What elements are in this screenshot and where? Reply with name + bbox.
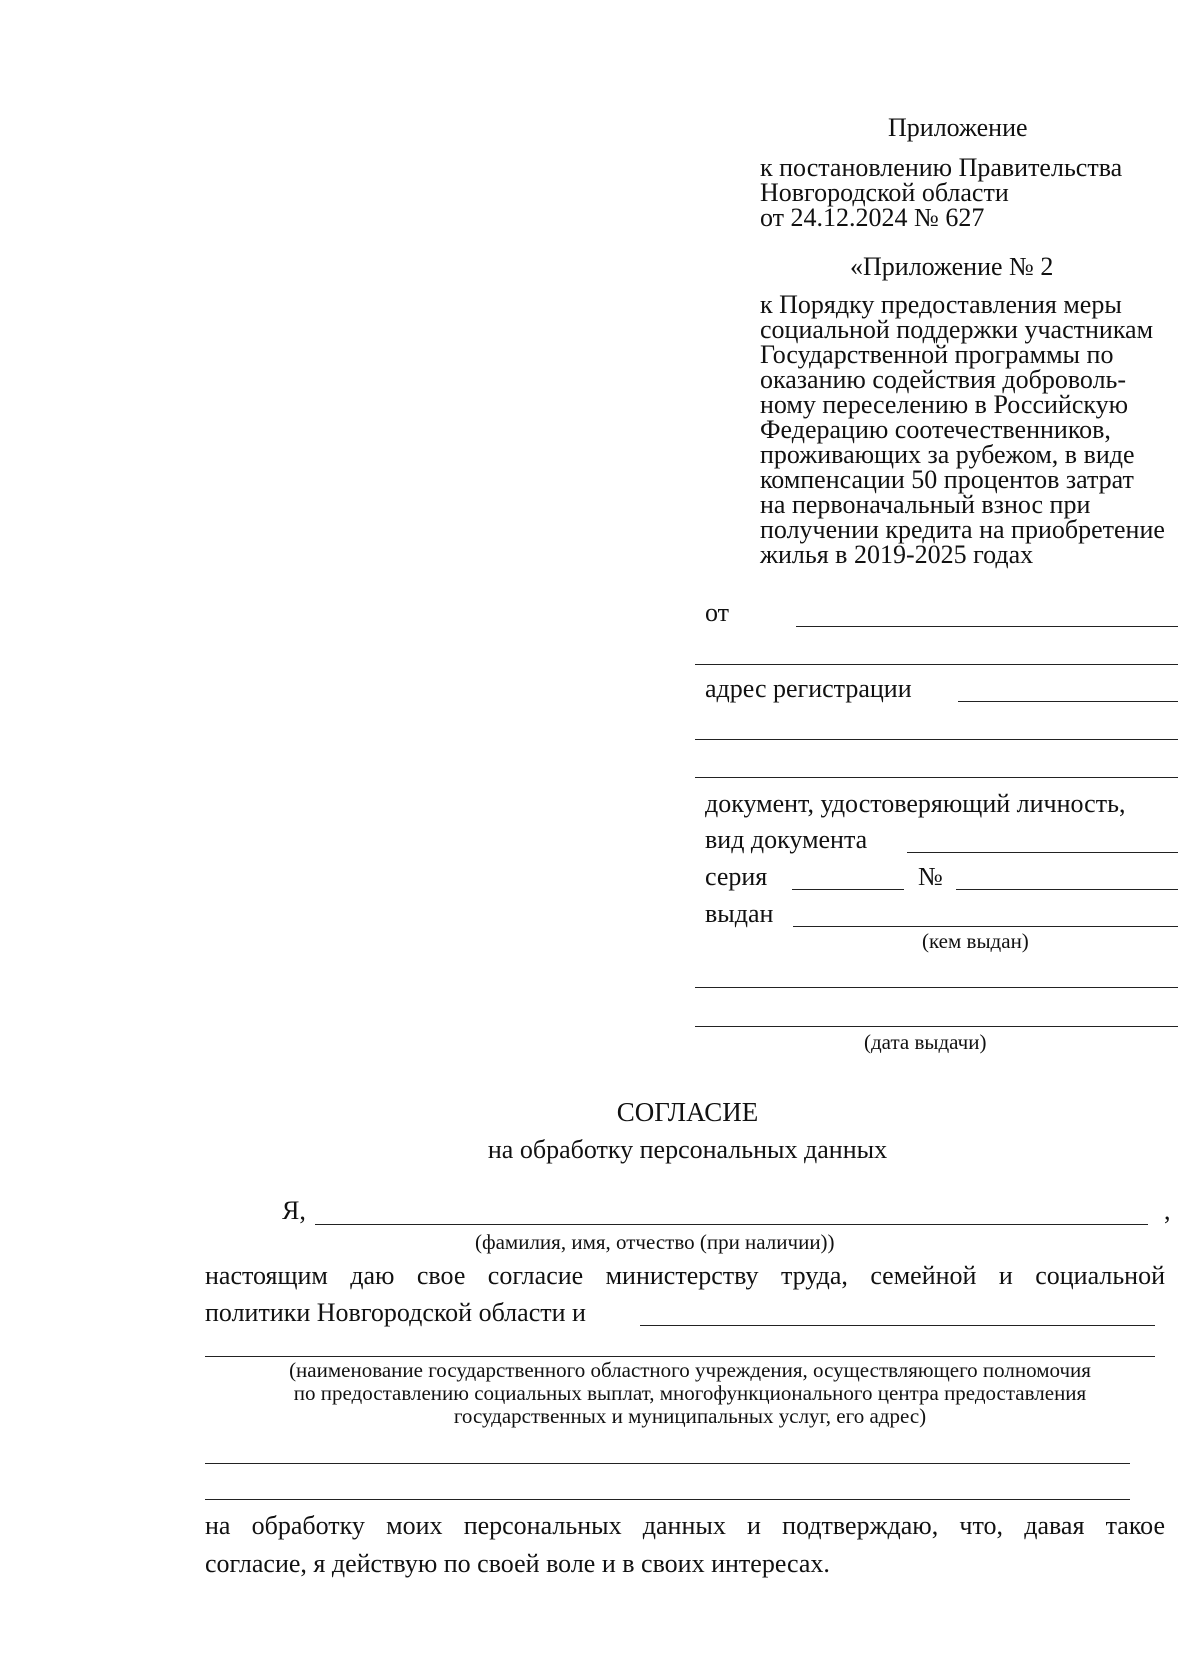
fio-comma: ,: [1164, 1196, 1171, 1225]
organization-field-line4[interactable]: [205, 1499, 1130, 1500]
appendix2-line: ному переселению в Российскую: [760, 390, 1129, 419]
appendix2-line: к Порядку предоставления меры: [760, 290, 1122, 319]
organization-hint: [190, 1359, 1190, 1428]
appendix2-line: социальной поддержки участникам: [760, 315, 1154, 344]
number-label: №: [918, 862, 943, 891]
doc-type-field[interactable]: [907, 852, 1178, 853]
issued-by-field-line2[interactable]: [695, 987, 1178, 988]
organization-field-line2[interactable]: [205, 1356, 1155, 1357]
address-field-line3[interactable]: [695, 777, 1178, 778]
appendix-resolution: к постановлению Правительства: [760, 153, 1123, 182]
organization-field[interactable]: [640, 1325, 1155, 1326]
consent-final-line1: на обработку моих персональных данных и подтверждаю, что, давая такое: [205, 1511, 1165, 1540]
consent-final-line2: согласие, я действую по своей воле и в своих интересах.: [205, 1549, 830, 1578]
appendix2-line: оказанию содействия доброволь-: [760, 365, 1127, 394]
appendix-region: Новгородской области: [760, 178, 1009, 207]
appendix2-line: проживающих за рубежом, в виде: [760, 440, 1135, 469]
appendix-date-number: от 24.12.2024 № 627: [760, 203, 985, 232]
series-label: серия: [705, 862, 768, 891]
organization-hint-line: государственных и муниципальных услуг, его адрес): [453, 1404, 927, 1428]
issued-by-hint: (кем выдан): [922, 929, 1029, 953]
address-field[interactable]: [958, 701, 1178, 702]
from-field[interactable]: [796, 626, 1178, 627]
appendix2-title: «Приложение № 2: [850, 252, 1054, 281]
fio-hint: (фамилия, имя, отчество (при наличии)): [475, 1230, 835, 1254]
consent-body-line1: настоящим даю свое согласие министерству труда, семейной и социальной: [205, 1261, 1165, 1290]
issue-date-hint: (дата выдачи): [864, 1030, 987, 1054]
organization-hint-line: (наименование государственного областного учреждения, осуществляющего полномочия: [289, 1358, 1091, 1382]
appendix2-line: получении кредита на приобретение: [760, 515, 1165, 544]
from-field-line2[interactable]: [695, 664, 1178, 665]
address-field-line2[interactable]: [695, 739, 1178, 740]
appendix2-line: на первоначальный взнос при: [760, 490, 1091, 519]
id-document-label: документ, удостоверяющий личность,: [705, 789, 1126, 818]
series-field[interactable]: [792, 889, 904, 890]
organization-hint-line: по предоставлению социальных выплат, многофункционального центра предоставления: [293, 1381, 1087, 1405]
doc-type-label: вид документа: [705, 825, 868, 854]
organization-field-line3[interactable]: [205, 1463, 1130, 1464]
consent-title: СОГЛАСИЕ: [616, 1097, 759, 1127]
i-label: Я,: [282, 1196, 306, 1225]
number-field[interactable]: [956, 889, 1178, 890]
appendix2-text: [760, 292, 1180, 567]
appendix-title: Приложение: [888, 113, 1028, 142]
issued-label: выдан: [705, 899, 774, 928]
appendix2-line: жилья в 2019-2025 годах: [760, 540, 1034, 569]
consent-body-line2: политики Новгородской области и: [205, 1298, 586, 1327]
appendix2-line: компенсации 50 процентов затрат: [760, 465, 1134, 494]
address-label: адрес регистрации: [705, 674, 912, 703]
issue-date-field[interactable]: [695, 1026, 1178, 1027]
consent-subtitle: на обработку персональных данных: [487, 1135, 888, 1164]
from-label: от: [705, 598, 730, 627]
appendix2-line: Государственной программы по: [760, 340, 1114, 369]
issued-by-field[interactable]: [793, 926, 1178, 927]
appendix2-line: Федерацию соотечественников,: [760, 415, 1111, 444]
fio-field[interactable]: [315, 1224, 1148, 1225]
